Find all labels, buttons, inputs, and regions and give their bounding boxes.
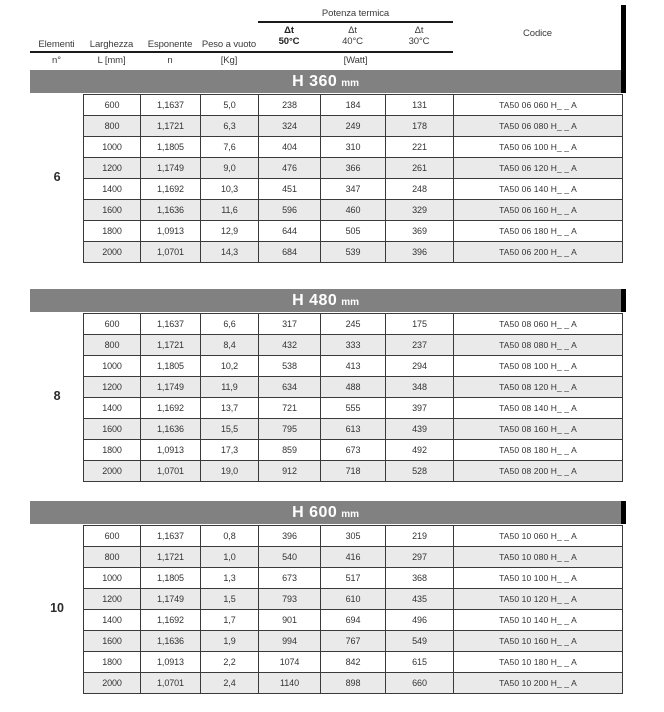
cell-dt50: 476 — [259, 158, 321, 179]
spec-row — [84, 179, 623, 200]
cell-dt30: 131 — [386, 95, 454, 116]
cell-esponente: 1,1721 — [141, 116, 201, 137]
section-band — [30, 70, 621, 93]
cell-codice: TA50 06 180 H_ _ A — [454, 221, 623, 242]
cell-dt30: 439 — [386, 419, 454, 440]
cell-larghezza: 1400 — [84, 610, 141, 631]
spec-row — [84, 242, 623, 263]
cell-codice: TA50 06 200 H_ _ A — [454, 242, 623, 263]
cell-dt50: 859 — [259, 440, 321, 461]
cell-dt50: 538 — [259, 356, 321, 377]
cell-codice: TA50 06 080 H_ _ A — [454, 116, 623, 137]
cell-peso: 15,5 — [201, 419, 259, 440]
cell-dt50: 684 — [259, 242, 321, 263]
cell-dt40: 517 — [321, 568, 386, 589]
cell-codice: TA50 08 120 H_ _ A — [454, 377, 623, 398]
height-section — [30, 70, 626, 263]
unit-peso: [Kg] — [220, 55, 238, 66]
cell-esponente: 1,1636 — [141, 419, 201, 440]
cell-esponente: 1,1805 — [141, 568, 201, 589]
cell-dt40: 184 — [321, 95, 386, 116]
spec-table — [83, 313, 623, 482]
cell-dt50: 404 — [259, 137, 321, 158]
cell-esponente: 1,0701 — [141, 673, 201, 694]
cell-peso: 7,6 — [201, 137, 259, 158]
height-section — [30, 501, 626, 694]
cell-peso: 10,3 — [201, 179, 259, 200]
cell-dt50: 1140 — [259, 673, 321, 694]
cell-dt50: 795 — [259, 419, 321, 440]
header-dt40 — [320, 25, 385, 47]
spec-table — [83, 525, 623, 694]
dt40-label: 40°C — [342, 36, 363, 47]
spec-row — [84, 314, 623, 335]
cell-codice: TA50 08 080 H_ _ A — [454, 335, 623, 356]
cell-codice: TA50 10 200 H_ _ A — [454, 673, 623, 694]
height-section — [30, 289, 626, 482]
cell-codice: TA50 10 080 H_ _ A — [454, 547, 623, 568]
cell-dt40: 333 — [321, 335, 386, 356]
cell-dt50: 432 — [259, 335, 321, 356]
cell-dt30: 221 — [386, 137, 454, 158]
cell-peso: 1,7 — [201, 610, 259, 631]
cell-larghezza: 600 — [84, 95, 141, 116]
band-accent-bar — [621, 70, 626, 93]
dt30-label: 30°C — [408, 36, 430, 47]
cell-larghezza: 1000 — [84, 356, 141, 377]
spec-row — [84, 547, 623, 568]
cell-codice: TA50 06 100 H_ _ A — [454, 137, 623, 158]
cell-peso: 2,4 — [201, 673, 259, 694]
spec-row — [84, 461, 623, 482]
cell-larghezza: 1800 — [84, 440, 141, 461]
cell-codice: TA50 08 100 H_ _ A — [454, 356, 623, 377]
cell-peso: 1,5 — [201, 589, 259, 610]
spec-row — [84, 568, 623, 589]
cell-esponente: 1,1805 — [141, 356, 201, 377]
cell-peso: 11,6 — [201, 200, 259, 221]
cell-peso: 14,3 — [201, 242, 259, 263]
spec-row — [84, 526, 623, 547]
right-accent-bar — [621, 5, 626, 70]
cell-codice: TA50 10 120 H_ _ A — [454, 589, 623, 610]
cell-dt30: 615 — [386, 652, 454, 673]
cell-dt30: 396 — [386, 242, 454, 263]
cell-dt40: 310 — [321, 137, 386, 158]
cell-dt50: 721 — [259, 398, 321, 419]
section-band — [30, 289, 621, 312]
spec-row — [84, 652, 623, 673]
cell-dt40: 555 — [321, 398, 386, 419]
cell-larghezza: 2000 — [84, 461, 141, 482]
cell-dt30: 435 — [386, 589, 454, 610]
cell-dt30: 261 — [386, 158, 454, 179]
cell-larghezza: 1800 — [84, 221, 141, 242]
cell-esponente: 1,1805 — [141, 137, 201, 158]
cell-dt50: 238 — [259, 95, 321, 116]
elements-count: 6 — [53, 170, 61, 184]
cell-larghezza: 1200 — [84, 377, 141, 398]
cell-dt50: 644 — [259, 221, 321, 242]
cell-dt50: 793 — [259, 589, 321, 610]
cell-codice: TA50 08 160 H_ _ A — [454, 419, 623, 440]
spec-row — [84, 335, 623, 356]
cell-larghezza: 1600 — [84, 200, 141, 221]
cell-peso: 2,2 — [201, 652, 259, 673]
cell-dt50: 673 — [259, 568, 321, 589]
cell-larghezza: 600 — [84, 526, 141, 547]
spec-row — [84, 631, 623, 652]
cell-esponente: 1,1749 — [141, 589, 201, 610]
cell-peso: 0,8 — [201, 526, 259, 547]
cell-codice: TA50 10 180 H_ _ A — [454, 652, 623, 673]
cell-larghezza: 800 — [84, 547, 141, 568]
cell-dt50: 1074 — [259, 652, 321, 673]
unit-elementi: n° — [52, 55, 61, 66]
cell-dt40: 539 — [321, 242, 386, 263]
cell-dt30: 175 — [386, 314, 454, 335]
header-peso: Peso a vuoto — [201, 39, 257, 50]
unit-larghezza: L [mm] — [97, 55, 126, 66]
section-height-label: H 600 — [292, 504, 338, 521]
spec-table-body — [84, 526, 623, 694]
cell-dt40: 673 — [321, 440, 386, 461]
cell-esponente: 1,1721 — [141, 335, 201, 356]
header-codice: Codice — [523, 28, 552, 39]
cell-dt30: 348 — [386, 377, 454, 398]
cell-dt50: 540 — [259, 547, 321, 568]
unit-watt: [Watt] — [343, 55, 368, 66]
cell-dt50: 994 — [259, 631, 321, 652]
potenza-termica-caption: Potenza termica — [321, 8, 390, 19]
cell-codice: TA50 06 160 H_ _ A — [454, 200, 623, 221]
cell-dt40: 842 — [321, 652, 386, 673]
cell-codice: TA50 08 200 H_ _ A — [454, 461, 623, 482]
header-esponente: Esponente — [147, 39, 193, 50]
cell-dt40: 347 — [321, 179, 386, 200]
spec-table-body — [84, 95, 623, 263]
cell-dt30: 492 — [386, 440, 454, 461]
cell-esponente: 1,1637 — [141, 314, 201, 335]
spec-row — [84, 610, 623, 631]
cell-esponente: 1,0913 — [141, 440, 201, 461]
cell-larghezza: 2000 — [84, 673, 141, 694]
spec-row — [84, 200, 623, 221]
dt-symbol: Δt — [348, 25, 357, 36]
cell-codice: TA50 06 120 H_ _ A — [454, 158, 623, 179]
cell-dt30: 369 — [386, 221, 454, 242]
cell-codice: TA50 08 180 H_ _ A — [454, 440, 623, 461]
cell-larghezza: 1000 — [84, 568, 141, 589]
dt-symbol: Δt — [414, 25, 424, 36]
cell-esponente: 1,0701 — [141, 461, 201, 482]
cell-esponente: 1,1692 — [141, 610, 201, 631]
dt-symbol: Δt — [284, 25, 294, 36]
cell-codice: TA50 08 060 H_ _ A — [454, 314, 623, 335]
cell-larghezza: 1600 — [84, 419, 141, 440]
cell-codice: TA50 10 160 H_ _ A — [454, 631, 623, 652]
cell-dt30: 297 — [386, 547, 454, 568]
cell-dt30: 237 — [386, 335, 454, 356]
spec-row — [84, 221, 623, 242]
cell-dt40: 613 — [321, 419, 386, 440]
header-dt30 — [385, 25, 453, 47]
spec-row — [84, 419, 623, 440]
cell-larghezza: 1600 — [84, 631, 141, 652]
cell-dt50: 324 — [259, 116, 321, 137]
cell-dt40: 305 — [321, 526, 386, 547]
cell-dt40: 413 — [321, 356, 386, 377]
spec-row — [84, 116, 623, 137]
cell-larghezza: 2000 — [84, 242, 141, 263]
cell-dt40: 366 — [321, 158, 386, 179]
cell-dt50: 451 — [259, 179, 321, 200]
elements-count: 8 — [53, 389, 61, 403]
cell-larghezza: 1000 — [84, 137, 141, 158]
header-elementi: Elementi — [38, 39, 75, 50]
section-height-label: H 360 — [292, 73, 338, 90]
cell-esponente: 1,1749 — [141, 377, 201, 398]
elements-count: 10 — [50, 601, 64, 615]
cell-larghezza: 1400 — [84, 179, 141, 200]
section-height-unit: mm — [341, 297, 359, 308]
header-larghezza: Larghezza — [89, 39, 134, 50]
cell-peso: 6,3 — [201, 116, 259, 137]
cell-esponente: 1,1637 — [141, 526, 201, 547]
spec-table — [83, 94, 623, 263]
spec-row — [84, 158, 623, 179]
cell-dt40: 488 — [321, 377, 386, 398]
band-accent-bar — [621, 501, 626, 524]
cell-larghezza: 800 — [84, 116, 141, 137]
cell-dt30: 397 — [386, 398, 454, 419]
cell-dt40: 898 — [321, 673, 386, 694]
cell-larghezza: 1200 — [84, 589, 141, 610]
cell-dt40: 245 — [321, 314, 386, 335]
cell-peso: 1,3 — [201, 568, 259, 589]
cell-dt40: 718 — [321, 461, 386, 482]
spec-row — [84, 398, 623, 419]
cell-larghezza: 1400 — [84, 398, 141, 419]
cell-esponente: 1,1721 — [141, 547, 201, 568]
header-rule — [30, 51, 453, 53]
cell-dt40: 249 — [321, 116, 386, 137]
cell-peso: 13,7 — [201, 398, 259, 419]
unit-esponente: n — [167, 55, 173, 66]
cell-peso: 9,0 — [201, 158, 259, 179]
cell-dt50: 901 — [259, 610, 321, 631]
cell-dt40: 767 — [321, 631, 386, 652]
cell-peso: 11,9 — [201, 377, 259, 398]
cell-dt40: 505 — [321, 221, 386, 242]
cell-peso: 6,6 — [201, 314, 259, 335]
cell-esponente: 1,0913 — [141, 221, 201, 242]
spec-row — [84, 673, 623, 694]
cell-dt30: 219 — [386, 526, 454, 547]
cell-codice: TA50 10 140 H_ _ A — [454, 610, 623, 631]
section-height-label: H 480 — [292, 292, 338, 309]
cell-esponente: 1,1692 — [141, 179, 201, 200]
cell-esponente: 1,1636 — [141, 631, 201, 652]
band-accent-bar — [621, 289, 626, 312]
dt50-label: 50°C — [278, 36, 300, 47]
spec-row — [84, 137, 623, 158]
cell-codice: TA50 06 140 H_ _ A — [454, 179, 623, 200]
cell-codice: TA50 08 140 H_ _ A — [454, 398, 623, 419]
potenza-termica-rule — [258, 21, 453, 23]
cell-larghezza: 1200 — [84, 158, 141, 179]
cell-dt30: 549 — [386, 631, 454, 652]
section-height-unit: mm — [341, 78, 359, 89]
cell-larghezza: 800 — [84, 335, 141, 356]
cell-codice: TA50 10 060 H_ _ A — [454, 526, 623, 547]
cell-peso: 1,9 — [201, 631, 259, 652]
cell-larghezza: 600 — [84, 314, 141, 335]
cell-codice: TA50 10 100 H_ _ A — [454, 568, 623, 589]
spec-table-body — [84, 314, 623, 482]
cell-dt30: 496 — [386, 610, 454, 631]
spec-row — [84, 589, 623, 610]
spec-row — [84, 356, 623, 377]
cell-dt40: 416 — [321, 547, 386, 568]
cell-dt30: 368 — [386, 568, 454, 589]
cell-dt40: 694 — [321, 610, 386, 631]
cell-dt50: 634 — [259, 377, 321, 398]
cell-dt50: 317 — [259, 314, 321, 335]
cell-peso: 10,2 — [201, 356, 259, 377]
cell-dt30: 248 — [386, 179, 454, 200]
cell-dt50: 912 — [259, 461, 321, 482]
cell-dt30: 294 — [386, 356, 454, 377]
cell-peso: 8,4 — [201, 335, 259, 356]
cell-dt30: 528 — [386, 461, 454, 482]
cell-dt50: 396 — [259, 526, 321, 547]
header-dt50 — [258, 25, 320, 47]
spec-row — [84, 95, 623, 116]
cell-esponente: 1,0701 — [141, 242, 201, 263]
cell-peso: 19,0 — [201, 461, 259, 482]
cell-dt30: 660 — [386, 673, 454, 694]
cell-dt40: 460 — [321, 200, 386, 221]
spec-row — [84, 377, 623, 398]
cell-esponente: 1,1637 — [141, 95, 201, 116]
section-band — [30, 501, 621, 524]
cell-dt50: 596 — [259, 200, 321, 221]
cell-dt30: 178 — [386, 116, 454, 137]
cell-peso: 12,9 — [201, 221, 259, 242]
cell-peso: 5,0 — [201, 95, 259, 116]
cell-dt30: 329 — [386, 200, 454, 221]
cell-codice: TA50 06 060 H_ _ A — [454, 95, 623, 116]
cell-esponente: 1,0913 — [141, 652, 201, 673]
section-height-unit: mm — [341, 509, 359, 520]
cell-peso: 17,3 — [201, 440, 259, 461]
spec-row — [84, 440, 623, 461]
cell-esponente: 1,1749 — [141, 158, 201, 179]
cell-larghezza: 1800 — [84, 652, 141, 673]
cell-esponente: 1,1692 — [141, 398, 201, 419]
cell-dt40: 610 — [321, 589, 386, 610]
cell-esponente: 1,1636 — [141, 200, 201, 221]
cell-peso: 1,0 — [201, 547, 259, 568]
